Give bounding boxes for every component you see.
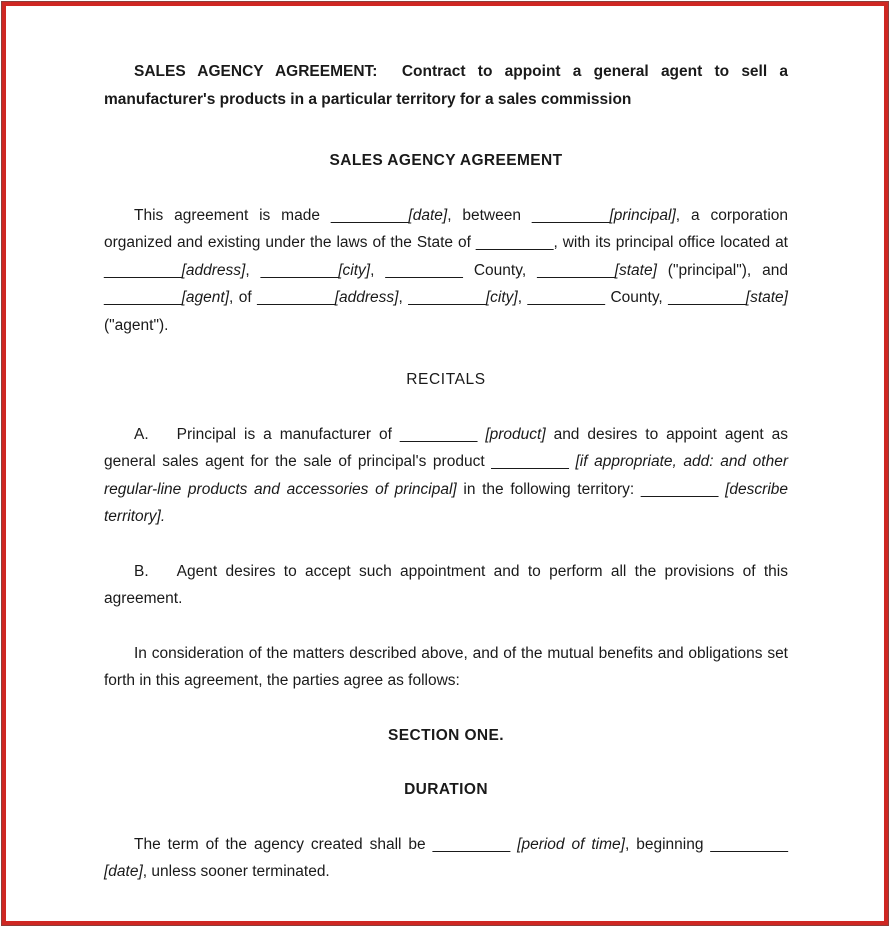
document-page	[2, 2, 888, 925]
opening-paragraph: This agreement is made _________[date], between _________[principal], a corporation organized and existing under the laws of the State of _________, with its principal office located at _________[address], _________[city], _________ County, _________[state] ("principal"), and _________[agent], of _________[address], _________[city], _________ County, _________[state] ("agent").	[104, 206, 789, 334]
recital-a-paragraph: A. Principal is a manufacturer of _________ [product] and desires to appoint agent as general sales agent for the sale of principal's product _________ [if appropriate, add: and other regular-line products and accessories of principal] in the following territory: _________ [describe territory].	[104, 425, 789, 525]
document-title: SALES AGENCY AGREEMENT	[329, 152, 563, 169]
consideration-paragraph: In consideration of the matters described above, and of the mutual benefits and obligations set forth in this agreement, the parties agree as follows:	[104, 644, 788, 689]
recital-b-paragraph: B. Agent desires to accept such appointment and to perform all the provisions of this agreement.	[104, 562, 788, 607]
recitals-heading: RECITALS	[406, 371, 486, 388]
duration-paragraph: The term of the agency created shall be _________ [period of time], beginning _________ [date], unless sooner terminated.	[104, 835, 789, 880]
intro-paragraph: SALES AGENCY AGREEMENT: Contract to appoint a general agent to sell a manufacturer's products in a particular territory for a sales commission	[104, 63, 788, 108]
duration-heading: DURATION	[404, 781, 488, 798]
section-one-heading: SECTION ONE.	[388, 726, 504, 744]
